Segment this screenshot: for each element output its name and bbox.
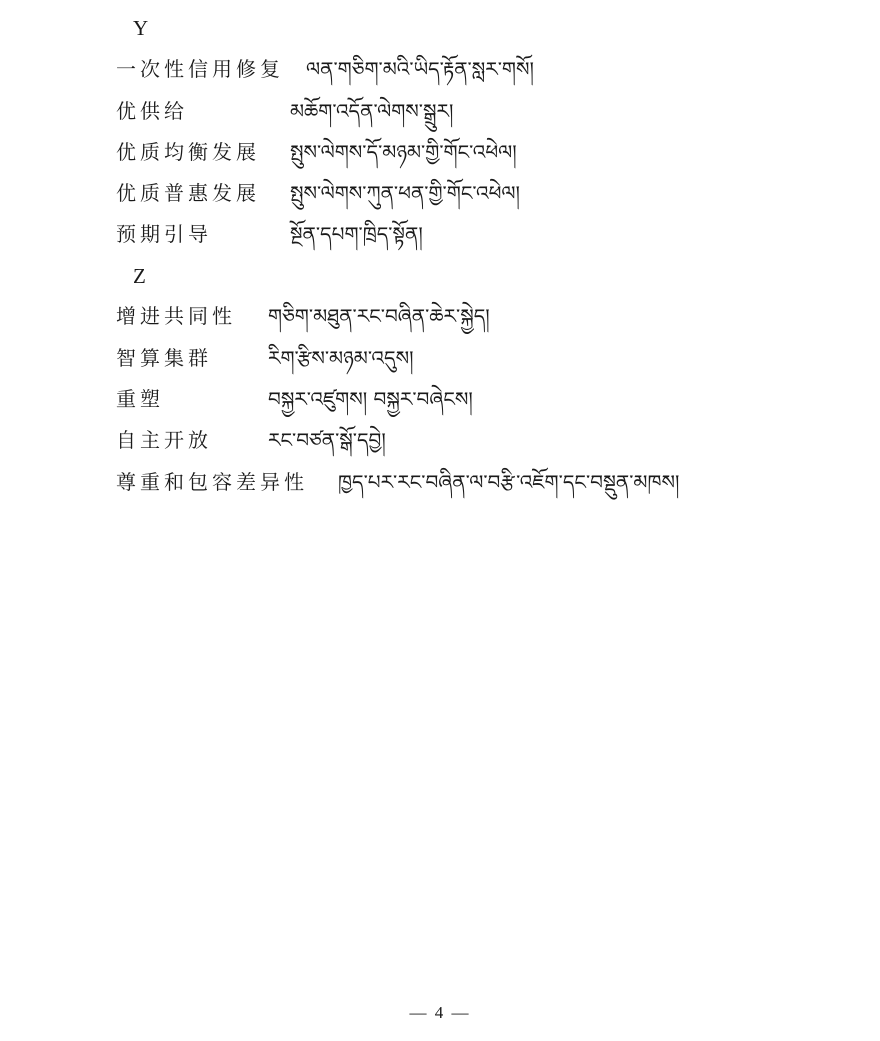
- tibetan-term: རང་བཙན་སྒོ་དབྱེ།: [268, 428, 386, 452]
- glossary-entry: [116, 343, 856, 373]
- chinese-term: 智算集群: [116, 346, 212, 370]
- glossary-entry: [116, 425, 856, 455]
- glossary-entry: [116, 219, 856, 249]
- tibetan-term: རིག་རྩིས་མཉམ་འདུས།: [268, 346, 414, 370]
- chinese-term: 重塑: [116, 387, 164, 411]
- section-letter-z: Z: [133, 264, 146, 288]
- chinese-term: 优质均衡发展: [116, 140, 260, 164]
- tibetan-term: སྤུས་ལེགས་དོ་མཉམ་གྱི་གོང་འཕེལ།: [290, 140, 517, 164]
- glossary-entry: [116, 178, 856, 208]
- glossary-entry: [116, 96, 856, 126]
- chinese-term: 自主开放: [116, 428, 212, 452]
- glossary-entry: [116, 301, 856, 331]
- glossary-entry: [116, 54, 856, 84]
- page-number: — 4 —: [409, 1003, 471, 1022]
- chinese-term: 一次性信用修复: [116, 57, 284, 81]
- chinese-term: 优供给: [116, 99, 188, 123]
- tibetan-term: མཆོག་འདོན་ལེགས་སྒྲུར།: [290, 99, 454, 123]
- chinese-term: 优质普惠发展: [116, 181, 260, 205]
- tibetan-term: བསྐྱར་འཛུགས། བསྐྱར་བཞེངས།: [268, 387, 473, 411]
- chinese-term: 预期引导: [116, 222, 212, 246]
- chinese-term: 尊重和包容差异性: [116, 470, 308, 494]
- tibetan-term: ཁྱད་པར་རང་བཞིན་ལ་བརྩི་འཇོག་དང་བསྡུན་མཁས།: [338, 470, 680, 494]
- tibetan-term: གཅིག་མཐུན་རང་བཞིན་ཆེར་སྐྱེད།: [268, 304, 490, 328]
- tibetan-term: སྔོན་དཔག་ཁྲིད་སྟོན།: [290, 222, 423, 246]
- chinese-term: 增进共同性: [116, 304, 236, 328]
- tibetan-term: སྤུས་ལེགས་ཀུན་ཕན་གྱི་གོང་འཕེལ།: [290, 181, 520, 205]
- glossary-entry: [116, 467, 856, 497]
- tibetan-term: ལན་གཅིག་མའི་ཡིད་རྟོན་སླར་གསོ།: [306, 57, 534, 81]
- glossary-entry: [116, 384, 856, 414]
- glossary-entry: [116, 137, 856, 167]
- section-letter-y: Y: [133, 16, 149, 40]
